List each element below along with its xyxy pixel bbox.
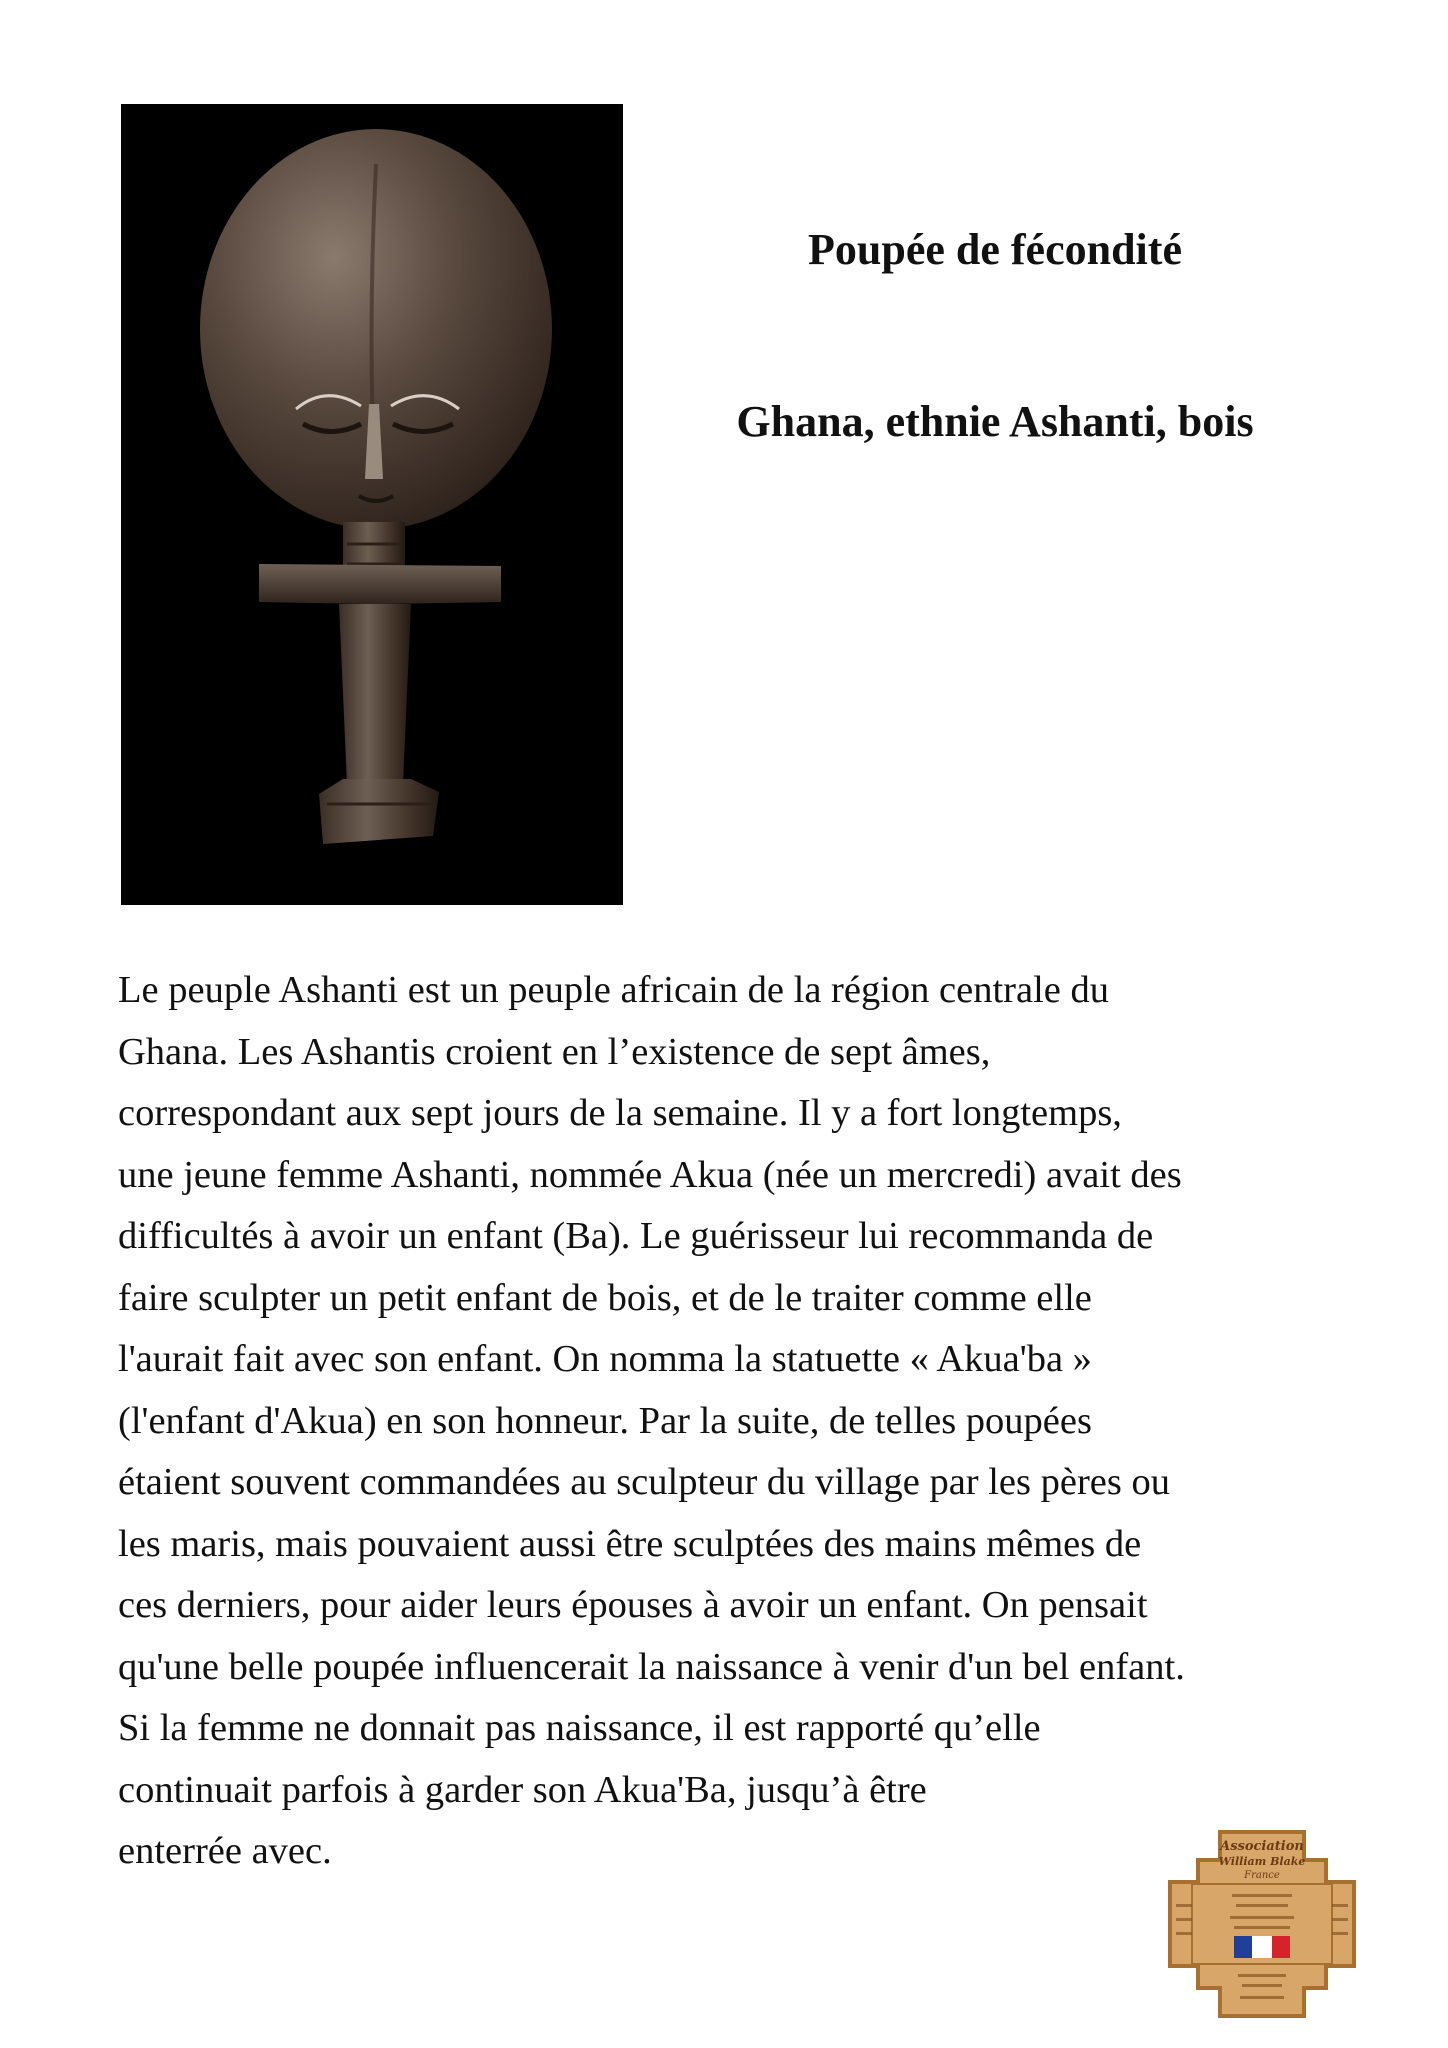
body-line: faire sculpter un petit enfant de bois, et de le traiter comme elle: [118, 1276, 1092, 1319]
body-line: Le peuple Ashanti est un peuple africain de la région centrale du: [118, 969, 1109, 1011]
body-paragraph: [118, 960, 1358, 1883]
akuaba-doll-image: [121, 104, 623, 905]
body-line: une jeune femme Ashanti, nommée Akua (née un mercredi) avait des: [118, 1153, 1182, 1196]
body-line: Ghana. Les Ashantis croient en l’existence de sept âmes,: [118, 1030, 991, 1073]
page-title: Poupée de fécondité: [808, 225, 1182, 274]
body-line: les maris, mais pouvaient aussi être sculptées des mains mêmes de: [118, 1522, 1142, 1565]
body-line: enterrée avec.: [118, 1830, 332, 1872]
body-line: qu'une belle poupée influencerait la naissance à venir d'un bel enfant.: [118, 1645, 1185, 1688]
body-line: difficultés à avoir un enfant (Ba). Le guérisseur lui recommanda de: [118, 1215, 1154, 1257]
svg-text:William Blake: William Blake: [1218, 1855, 1306, 1868]
body-line: correspondant aux sept jours de la semaine. Il y a fort longtemps,: [118, 1092, 1122, 1134]
doll-photo: [121, 104, 623, 905]
body-line: Si la femme ne donnait pas naissance, il est rapporté qu’elle: [118, 1707, 1041, 1749]
body-line: continuait parfois à garder son Akua'Ba, jusqu’à être: [118, 1768, 927, 1811]
body-line: étaient souvent commandées au sculpteur du village par les pères ou: [118, 1461, 1170, 1503]
svg-text:Association: Association: [1220, 1839, 1304, 1854]
seal-stamp-icon: [1162, 1824, 1362, 2024]
svg-text:France: France: [1244, 1870, 1280, 1881]
body-line: l'aurait fait avec son enfant. On nomma la statuette « Akua'ba »: [118, 1338, 1092, 1380]
page-subtitle: Ghana, ethnie Ashanti, bois: [736, 397, 1254, 446]
body-line: (l'enfant d'Akua) en son honneur. Par la suite, de telles poupées: [118, 1399, 1092, 1442]
body-line: ces derniers, pour aider leurs épouses à avoir un enfant. On pensait: [118, 1584, 1148, 1626]
association-seal: [1162, 1824, 1362, 2024]
